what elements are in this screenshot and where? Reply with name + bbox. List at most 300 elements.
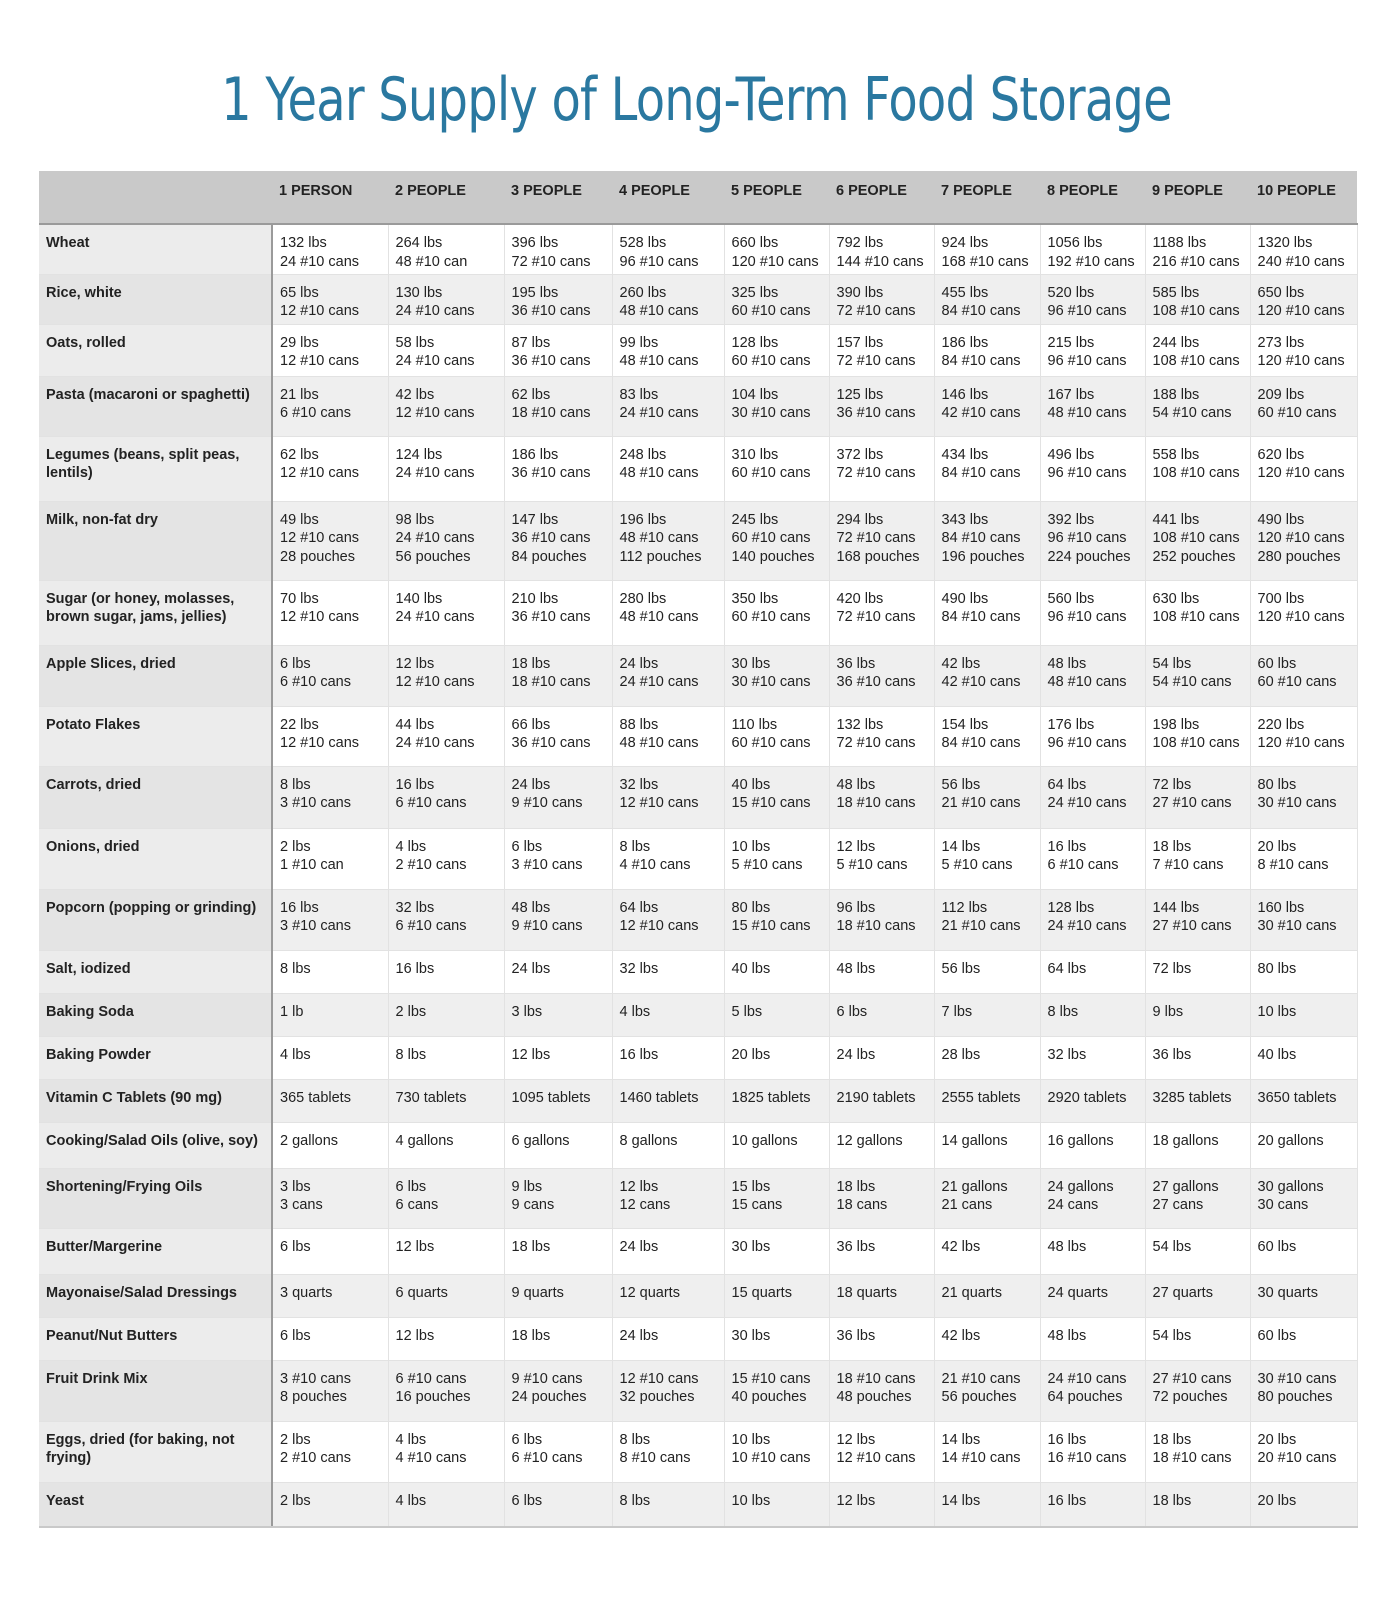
table-cell: 2555 tablets xyxy=(934,1079,1040,1122)
table-cell: 48 lbs xyxy=(1040,1317,1145,1360)
table-cell: 8 lbs 4 #10 cans xyxy=(612,828,724,889)
table-cell: 125 lbs 36 #10 cans xyxy=(829,376,934,436)
table-cell: 350 lbs 60 #10 cans xyxy=(724,580,829,645)
table-header xyxy=(39,171,1357,224)
table-cell: 264 lbs 48 #10 can xyxy=(388,224,504,274)
table-cell: 99 lbs 48 #10 cans xyxy=(612,324,724,376)
table-cell: 620 lbs 120 #10 cans xyxy=(1250,436,1357,501)
table-cell: 29 lbs 12 #10 cans xyxy=(272,324,388,376)
table-row xyxy=(39,1274,1357,1317)
table-row xyxy=(39,1317,1357,1360)
table-cell: 124 lbs 24 #10 cans xyxy=(388,436,504,501)
table-cell: 72 lbs xyxy=(1145,950,1250,993)
table-cell: 87 lbs 36 #10 cans xyxy=(504,324,612,376)
table-cell: 18 lbs xyxy=(1145,1482,1250,1527)
table-cell: 325 lbs 60 #10 cans xyxy=(724,274,829,324)
table-cell: 160 lbs 30 #10 cans xyxy=(1250,889,1357,950)
table-cell: 10 lbs xyxy=(724,1482,829,1527)
table-cell: 80 lbs xyxy=(1250,950,1357,993)
table-cell: 80 lbs 15 #10 cans xyxy=(724,889,829,950)
food-storage-table-container xyxy=(39,171,1357,1528)
header-row xyxy=(39,171,1357,224)
table-row xyxy=(39,828,1357,889)
table-cell: 18 #10 cans 48 pouches xyxy=(829,1360,934,1421)
table-cell: 96 lbs 18 #10 cans xyxy=(829,889,934,950)
table-cell: 28 lbs xyxy=(934,1036,1040,1079)
table-cell: 2 lbs xyxy=(272,1482,388,1527)
table-cell: 24 lbs xyxy=(829,1036,934,1079)
table-cell: 520 lbs 96 #10 cans xyxy=(1040,274,1145,324)
table-cell: 130 lbs 24 #10 cans xyxy=(388,274,504,324)
table-cell: 21 gallons 21 cans xyxy=(934,1168,1040,1228)
table-cell: 24 gallons 24 cans xyxy=(1040,1168,1145,1228)
table-cell: 30 gallons 30 cans xyxy=(1250,1168,1357,1228)
column-header: 4 PEOPLE xyxy=(612,171,724,224)
table-cell: 280 lbs 48 #10 cans xyxy=(612,580,724,645)
row-label: Milk, non-fat dry xyxy=(39,501,272,580)
table-cell: 128 lbs 24 #10 cans xyxy=(1040,889,1145,950)
table-row xyxy=(39,274,1357,324)
table-cell: 27 #10 cans 72 pouches xyxy=(1145,1360,1250,1421)
table-cell: 12 #10 cans 32 pouches xyxy=(612,1360,724,1421)
table-row xyxy=(39,766,1357,828)
column-header: 8 PEOPLE xyxy=(1040,171,1145,224)
table-cell: 12 lbs 5 #10 cans xyxy=(829,828,934,889)
table-row xyxy=(39,1036,1357,1079)
table-cell: 528 lbs 96 #10 cans xyxy=(612,224,724,274)
table-cell: 40 lbs xyxy=(724,950,829,993)
table-cell: 10 lbs 10 #10 cans xyxy=(724,1421,829,1482)
table-cell: 1056 lbs 192 #10 cans xyxy=(1040,224,1145,274)
column-header: 1 PERSON xyxy=(272,171,388,224)
table-cell: 176 lbs 96 #10 cans xyxy=(1040,706,1145,766)
table-cell: 2 gallons xyxy=(272,1122,388,1168)
table-cell: 36 lbs xyxy=(829,1317,934,1360)
table-cell: 792 lbs 144 #10 cans xyxy=(829,224,934,274)
table-cell: 210 lbs 36 #10 cans xyxy=(504,580,612,645)
table-cell: 6 lbs xyxy=(272,1228,388,1274)
table-cell: 14 gallons xyxy=(934,1122,1040,1168)
table-cell: 198 lbs 108 #10 cans xyxy=(1145,706,1250,766)
table-cell: 54 lbs xyxy=(1145,1317,1250,1360)
table-cell: 4 lbs xyxy=(388,1482,504,1527)
table-cell: 16 lbs 3 #10 cans xyxy=(272,889,388,950)
table-cell: 3 #10 cans 8 pouches xyxy=(272,1360,388,1421)
table-cell: 32 lbs 6 #10 cans xyxy=(388,889,504,950)
table-cell: 32 lbs xyxy=(612,950,724,993)
table-cell: 924 lbs 168 #10 cans xyxy=(934,224,1040,274)
table-cell: 60 lbs xyxy=(1250,1317,1357,1360)
row-label: Vitamin C Tablets (90 mg) xyxy=(39,1079,272,1122)
table-cell: 30 lbs xyxy=(724,1317,829,1360)
table-row xyxy=(39,706,1357,766)
table-cell: 40 lbs xyxy=(1250,1036,1357,1079)
table-row xyxy=(39,1360,1357,1421)
table-cell: 372 lbs 72 #10 cans xyxy=(829,436,934,501)
table-cell: 3 lbs 3 cans xyxy=(272,1168,388,1228)
row-label: Wheat xyxy=(39,224,272,274)
table-cell: 195 lbs 36 #10 cans xyxy=(504,274,612,324)
table-cell: 585 lbs 108 #10 cans xyxy=(1145,274,1250,324)
table-cell: 1320 lbs 240 #10 cans xyxy=(1250,224,1357,274)
table-cell: 42 lbs xyxy=(934,1317,1040,1360)
table-cell: 12 lbs xyxy=(829,1482,934,1527)
table-row xyxy=(39,993,1357,1036)
table-cell: 6 lbs 6 #10 cans xyxy=(272,645,388,706)
table-cell: 660 lbs 120 #10 cans xyxy=(724,224,829,274)
table-cell: 730 tablets xyxy=(388,1079,504,1122)
table-cell: 14 lbs 14 #10 cans xyxy=(934,1421,1040,1482)
table-cell: 8 lbs xyxy=(612,1482,724,1527)
table-cell: 70 lbs 12 #10 cans xyxy=(272,580,388,645)
table-cell: 80 lbs 30 #10 cans xyxy=(1250,766,1357,828)
table-cell: 9 lbs 9 cans xyxy=(504,1168,612,1228)
table-cell: 48 lbs xyxy=(829,950,934,993)
row-label: Salt, iodized xyxy=(39,950,272,993)
table-cell: 140 lbs 24 #10 cans xyxy=(388,580,504,645)
row-label: Cooking/Salad Oils (olive, soy) xyxy=(39,1122,272,1168)
table-cell: 104 lbs 30 #10 cans xyxy=(724,376,829,436)
table-cell: 4 lbs xyxy=(612,993,724,1036)
table-cell: 16 lbs xyxy=(612,1036,724,1079)
table-cell: 167 lbs 48 #10 cans xyxy=(1040,376,1145,436)
table-cell: 1825 tablets xyxy=(724,1079,829,1122)
table-cell: 650 lbs 120 #10 cans xyxy=(1250,274,1357,324)
table-cell: 560 lbs 96 #10 cans xyxy=(1040,580,1145,645)
table-cell: 1 lb xyxy=(272,993,388,1036)
table-cell: 56 lbs xyxy=(934,950,1040,993)
table-cell: 6 lbs 6 cans xyxy=(388,1168,504,1228)
table-cell: 18 quarts xyxy=(829,1274,934,1317)
table-cell: 21 quarts xyxy=(934,1274,1040,1317)
table-cell: 6 lbs xyxy=(272,1317,388,1360)
table-cell: 22 lbs 12 #10 cans xyxy=(272,706,388,766)
table-cell: 30 #10 cans 80 pouches xyxy=(1250,1360,1357,1421)
table-cell: 40 lbs 15 #10 cans xyxy=(724,766,829,828)
table-row xyxy=(39,1079,1357,1122)
table-cell: 21 #10 cans 56 pouches xyxy=(934,1360,1040,1421)
table-cell: 7 lbs xyxy=(934,993,1040,1036)
table-cell: 18 gallons xyxy=(1145,1122,1250,1168)
table-cell: 188 lbs 54 #10 cans xyxy=(1145,376,1250,436)
table-cell: 88 lbs 48 #10 cans xyxy=(612,706,724,766)
table-cell: 64 lbs xyxy=(1040,950,1145,993)
table-cell: 16 gallons xyxy=(1040,1122,1145,1168)
table-cell: 27 quarts xyxy=(1145,1274,1250,1317)
table-cell: 154 lbs 84 #10 cans xyxy=(934,706,1040,766)
table-cell: 2920 tablets xyxy=(1040,1079,1145,1122)
table-cell: 147 lbs 36 #10 cans 84 pouches xyxy=(504,501,612,580)
table-cell: 48 lbs 18 #10 cans xyxy=(829,766,934,828)
table-row xyxy=(39,324,1357,376)
table-cell: 20 lbs xyxy=(724,1036,829,1079)
table-cell: 16 lbs xyxy=(1040,1482,1145,1527)
table-cell: 36 lbs xyxy=(829,1228,934,1274)
table-cell: 12 lbs xyxy=(388,1317,504,1360)
table-cell: 18 lbs 18 cans xyxy=(829,1168,934,1228)
table-cell: 8 gallons xyxy=(612,1122,724,1168)
table-cell: 20 lbs 8 #10 cans xyxy=(1250,828,1357,889)
table-cell: 48 lbs 48 #10 cans xyxy=(1040,645,1145,706)
table-row xyxy=(39,645,1357,706)
table-cell: 396 lbs 72 #10 cans xyxy=(504,224,612,274)
table-cell: 186 lbs 36 #10 cans xyxy=(504,436,612,501)
table-cell: 16 lbs xyxy=(388,950,504,993)
table-row xyxy=(39,889,1357,950)
table-cell: 12 lbs xyxy=(388,1228,504,1274)
table-cell: 244 lbs 108 #10 cans xyxy=(1145,324,1250,376)
table-cell: 32 lbs xyxy=(1040,1036,1145,1079)
table-cell: 490 lbs 84 #10 cans xyxy=(934,580,1040,645)
table-cell: 30 lbs 30 #10 cans xyxy=(724,645,829,706)
table-cell: 112 lbs 21 #10 cans xyxy=(934,889,1040,950)
table-row xyxy=(39,436,1357,501)
row-label: Onions, dried xyxy=(39,828,272,889)
table-cell: 66 lbs 36 #10 cans xyxy=(504,706,612,766)
table-cell: 132 lbs 24 #10 cans xyxy=(272,224,388,274)
table-cell: 196 lbs 48 #10 cans 112 pouches xyxy=(612,501,724,580)
table-cell: 455 lbs 84 #10 cans xyxy=(934,274,1040,324)
table-cell: 14 lbs xyxy=(934,1482,1040,1527)
table-cell: 24 lbs 24 #10 cans xyxy=(612,645,724,706)
table-cell: 700 lbs 120 #10 cans xyxy=(1250,580,1357,645)
table-cell: 44 lbs 24 #10 cans xyxy=(388,706,504,766)
table-cell: 110 lbs 60 #10 cans xyxy=(724,706,829,766)
table-cell: 245 lbs 60 #10 cans 140 pouches xyxy=(724,501,829,580)
table-cell: 273 lbs 120 #10 cans xyxy=(1250,324,1357,376)
table-cell: 20 gallons xyxy=(1250,1122,1357,1168)
table-cell: 21 lbs 6 #10 cans xyxy=(272,376,388,436)
table-cell: 18 lbs 7 #10 cans xyxy=(1145,828,1250,889)
table-cell: 42 lbs xyxy=(934,1228,1040,1274)
table-cell: 48 lbs xyxy=(1040,1228,1145,1274)
table-cell: 10 lbs xyxy=(1250,993,1357,1036)
table-cell: 27 gallons 27 cans xyxy=(1145,1168,1250,1228)
column-header: 6 PEOPLE xyxy=(829,171,934,224)
table-cell: 30 quarts xyxy=(1250,1274,1357,1317)
table-cell: 18 lbs 18 #10 cans xyxy=(1145,1421,1250,1482)
row-label: Yeast xyxy=(39,1482,272,1527)
table-cell: 420 lbs 72 #10 cans xyxy=(829,580,934,645)
row-label: Sugar (or honey, molasses, brown sugar, jams, jellies) xyxy=(39,580,272,645)
table-cell: 144 lbs 27 #10 cans xyxy=(1145,889,1250,950)
row-label: Eggs, dried (for baking, not frying) xyxy=(39,1421,272,1482)
table-row xyxy=(39,580,1357,645)
table-cell: 10 gallons xyxy=(724,1122,829,1168)
table-cell: 2 lbs xyxy=(388,993,504,1036)
table-cell: 18 lbs xyxy=(504,1317,612,1360)
table-cell: 64 lbs 12 #10 cans xyxy=(612,889,724,950)
table-row xyxy=(39,376,1357,436)
table-cell: 2 lbs 1 #10 can xyxy=(272,828,388,889)
table-cell: 6 quarts xyxy=(388,1274,504,1317)
table-cell: 6 lbs xyxy=(829,993,934,1036)
table-cell: 24 lbs xyxy=(612,1228,724,1274)
table-row xyxy=(39,1421,1357,1482)
table-cell: 6 lbs xyxy=(504,1482,612,1527)
table-cell: 215 lbs 96 #10 cans xyxy=(1040,324,1145,376)
table-cell: 62 lbs 18 #10 cans xyxy=(504,376,612,436)
table-cell: 390 lbs 72 #10 cans xyxy=(829,274,934,324)
table-row xyxy=(39,501,1357,580)
table-cell: 20 lbs 20 #10 cans xyxy=(1250,1421,1357,1482)
table-cell: 248 lbs 48 #10 cans xyxy=(612,436,724,501)
row-label: Butter/Margerine xyxy=(39,1228,272,1274)
table-cell: 132 lbs 72 #10 cans xyxy=(829,706,934,766)
column-header: 7 PEOPLE xyxy=(934,171,1040,224)
table-cell: 310 lbs 60 #10 cans xyxy=(724,436,829,501)
table-cell: 15 #10 cans 40 pouches xyxy=(724,1360,829,1421)
row-label: Popcorn (popping or grinding) xyxy=(39,889,272,950)
table-cell: 6 gallons xyxy=(504,1122,612,1168)
table-cell: 20 lbs xyxy=(1250,1482,1357,1527)
table-row xyxy=(39,1228,1357,1274)
table-cell: 8 lbs 3 #10 cans xyxy=(272,766,388,828)
table-cell: 98 lbs 24 #10 cans 56 pouches xyxy=(388,501,504,580)
table-cell: 54 lbs 54 #10 cans xyxy=(1145,645,1250,706)
table-cell: 4 lbs xyxy=(272,1036,388,1079)
table-cell: 392 lbs 96 #10 cans 224 pouches xyxy=(1040,501,1145,580)
row-label: Shortening/Frying Oils xyxy=(39,1168,272,1228)
table-row xyxy=(39,224,1357,274)
table-cell: 2190 tablets xyxy=(829,1079,934,1122)
table-cell: 260 lbs 48 #10 cans xyxy=(612,274,724,324)
table-cell: 8 lbs 8 #10 cans xyxy=(612,1421,724,1482)
table-cell: 4 gallons xyxy=(388,1122,504,1168)
table-cell: 220 lbs 120 #10 cans xyxy=(1250,706,1357,766)
table-cell: 4 lbs 4 #10 cans xyxy=(388,1421,504,1482)
table-cell: 9 #10 cans 24 pouches xyxy=(504,1360,612,1421)
table-cell: 12 lbs 12 cans xyxy=(612,1168,724,1228)
table-cell: 16 lbs 16 #10 cans xyxy=(1040,1421,1145,1482)
table-cell: 24 #10 cans 64 pouches xyxy=(1040,1360,1145,1421)
table-cell: 343 lbs 84 #10 cans 196 pouches xyxy=(934,501,1040,580)
table-cell: 48 lbs 9 #10 cans xyxy=(504,889,612,950)
table-cell: 60 lbs 60 #10 cans xyxy=(1250,645,1357,706)
row-label: Mayonaise/Salad Dressings xyxy=(39,1274,272,1317)
table-cell: 49 lbs 12 #10 cans 28 pouches xyxy=(272,501,388,580)
table-cell: 16 lbs 6 #10 cans xyxy=(1040,828,1145,889)
table-cell: 441 lbs 108 #10 cans 252 pouches xyxy=(1145,501,1250,580)
table-cell: 1095 tablets xyxy=(504,1079,612,1122)
table-cell: 18 lbs xyxy=(504,1228,612,1274)
table-cell: 58 lbs 24 #10 cans xyxy=(388,324,504,376)
table-cell: 294 lbs 72 #10 cans 168 pouches xyxy=(829,501,934,580)
table-cell: 15 quarts xyxy=(724,1274,829,1317)
table-cell: 72 lbs 27 #10 cans xyxy=(1145,766,1250,828)
table-cell: 8 lbs xyxy=(1040,993,1145,1036)
table-cell: 6 #10 cans 16 pouches xyxy=(388,1360,504,1421)
row-label: Pasta (macaroni or spaghetti) xyxy=(39,376,272,436)
table-cell: 4 lbs 2 #10 cans xyxy=(388,828,504,889)
table-cell: 24 lbs xyxy=(504,950,612,993)
table-body xyxy=(39,224,1357,1527)
table-cell: 12 quarts xyxy=(612,1274,724,1317)
table-cell: 15 lbs 15 cans xyxy=(724,1168,829,1228)
table-cell: 2 lbs 2 #10 cans xyxy=(272,1421,388,1482)
row-label: Baking Powder xyxy=(39,1036,272,1079)
table-cell: 64 lbs 24 #10 cans xyxy=(1040,766,1145,828)
table-cell: 30 lbs xyxy=(724,1228,829,1274)
table-cell: 24 quarts xyxy=(1040,1274,1145,1317)
table-cell: 128 lbs 60 #10 cans xyxy=(724,324,829,376)
table-cell: 54 lbs xyxy=(1145,1228,1250,1274)
table-cell: 60 lbs xyxy=(1250,1228,1357,1274)
table-cell: 209 lbs 60 #10 cans xyxy=(1250,376,1357,436)
row-label: Legumes (beans, split peas, lentils) xyxy=(39,436,272,501)
table-cell: 12 gallons xyxy=(829,1122,934,1168)
row-label: Fruit Drink Mix xyxy=(39,1360,272,1421)
table-cell: 6 lbs 3 #10 cans xyxy=(504,828,612,889)
table-cell: 5 lbs xyxy=(724,993,829,1036)
row-label: Carrots, dried xyxy=(39,766,272,828)
food-storage-table xyxy=(39,171,1358,1528)
table-cell: 365 tablets xyxy=(272,1079,388,1122)
table-cell: 630 lbs 108 #10 cans xyxy=(1145,580,1250,645)
column-header: 3 PEOPLE xyxy=(504,171,612,224)
table-cell: 42 lbs 12 #10 cans xyxy=(388,376,504,436)
table-cell: 496 lbs 96 #10 cans xyxy=(1040,436,1145,501)
table-cell: 434 lbs 84 #10 cans xyxy=(934,436,1040,501)
table-cell: 24 lbs 9 #10 cans xyxy=(504,766,612,828)
table-cell: 42 lbs 42 #10 cans xyxy=(934,645,1040,706)
header-corner xyxy=(39,171,272,224)
table-cell: 83 lbs 24 #10 cans xyxy=(612,376,724,436)
table-cell: 157 lbs 72 #10 cans xyxy=(829,324,934,376)
table-cell: 56 lbs 21 #10 cans xyxy=(934,766,1040,828)
row-label: Oats, rolled xyxy=(39,324,272,376)
column-header: 9 PEOPLE xyxy=(1145,171,1250,224)
table-cell: 3 lbs xyxy=(504,993,612,1036)
row-label: Potato Flakes xyxy=(39,706,272,766)
table-cell: 12 lbs 12 #10 cans xyxy=(829,1421,934,1482)
table-row xyxy=(39,950,1357,993)
table-cell: 186 lbs 84 #10 cans xyxy=(934,324,1040,376)
table-cell: 36 lbs xyxy=(1145,1036,1250,1079)
table-cell: 62 lbs 12 #10 cans xyxy=(272,436,388,501)
table-cell: 3 quarts xyxy=(272,1274,388,1317)
table-cell: 9 lbs xyxy=(1145,993,1250,1036)
table-row xyxy=(39,1168,1357,1228)
table-cell: 10 lbs 5 #10 cans xyxy=(724,828,829,889)
table-cell: 8 lbs xyxy=(272,950,388,993)
table-cell: 12 lbs 12 #10 cans xyxy=(388,645,504,706)
table-cell: 36 lbs 36 #10 cans xyxy=(829,645,934,706)
column-header: 2 PEOPLE xyxy=(388,171,504,224)
table-cell: 490 lbs 120 #10 cans 280 pouches xyxy=(1250,501,1357,580)
table-cell: 146 lbs 42 #10 cans xyxy=(934,376,1040,436)
table-cell: 1188 lbs 216 #10 cans xyxy=(1145,224,1250,274)
page-title: 1 Year Supply of Long-Term Food Storage xyxy=(221,65,1172,135)
row-label: Peanut/Nut Butters xyxy=(39,1317,272,1360)
table-cell: 9 quarts xyxy=(504,1274,612,1317)
column-header: 10 PEOPLE xyxy=(1250,171,1357,224)
table-cell: 6 lbs 6 #10 cans xyxy=(504,1421,612,1482)
table-cell: 24 lbs xyxy=(612,1317,724,1360)
table-cell: 3650 tablets xyxy=(1250,1079,1357,1122)
row-label: Rice, white xyxy=(39,274,272,324)
table-cell: 558 lbs 108 #10 cans xyxy=(1145,436,1250,501)
table-cell: 3285 tablets xyxy=(1145,1079,1250,1122)
table-row xyxy=(39,1482,1357,1527)
table-row xyxy=(39,1122,1357,1168)
column-header: 5 PEOPLE xyxy=(724,171,829,224)
table-cell: 32 lbs 12 #10 cans xyxy=(612,766,724,828)
table-cell: 65 lbs 12 #10 cans xyxy=(272,274,388,324)
table-cell: 8 lbs xyxy=(388,1036,504,1079)
table-cell: 14 lbs 5 #10 cans xyxy=(934,828,1040,889)
table-cell: 18 lbs 18 #10 cans xyxy=(504,645,612,706)
